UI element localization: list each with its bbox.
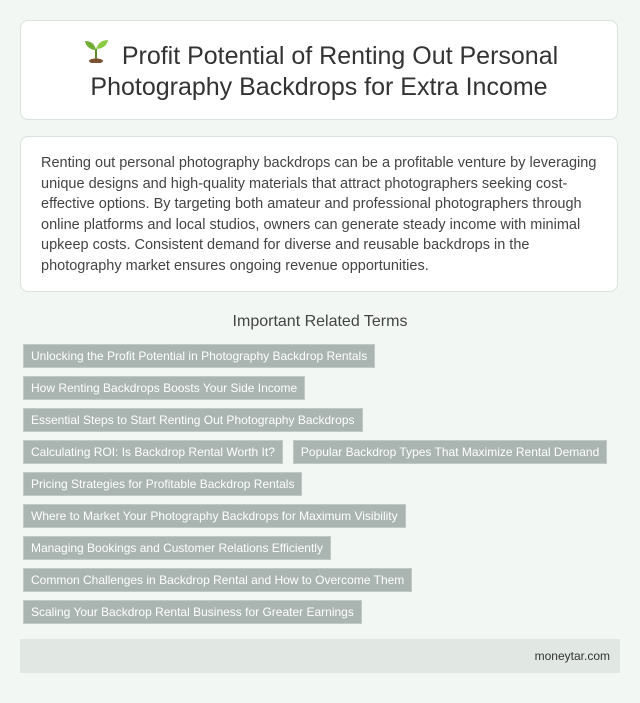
- related-term-link[interactable]: Popular Backdrop Types That Maximize Rental Demand: [293, 440, 607, 464]
- terms-row: [23, 536, 623, 560]
- related-term-link[interactable]: Common Challenges in Backdrop Rental and How to Overcome Them: [23, 568, 412, 592]
- terms-row: [23, 568, 623, 592]
- terms-row: [23, 440, 623, 464]
- related-terms-heading: Important Related Terms: [232, 313, 408, 330]
- terms-row: [23, 344, 623, 368]
- intro-paragraph: Renting out personal photography backdrops can be a profitable venture by leveraging unique designs and high-quality materials that attract photographers seeking cost-effective options. By targeting both amateur and professional photographers through online platforms and local studios, owners can generate steady income with minimal upkeep costs. Consistent demand for diverse and reusable backdrops in the photography market ensures ongoing revenue opportunities.: [41, 155, 597, 274]
- terms-row: [23, 472, 623, 496]
- page-title-text: Profit Potential of Renting Out Personal Photography Backdrops for Extra Income: [90, 42, 559, 101]
- page-title: [51, 37, 587, 103]
- related-term-link[interactable]: Essential Steps to Start Renting Out Photography Backdrops: [23, 408, 363, 432]
- intro-card: [20, 136, 618, 292]
- related-term-link[interactable]: Unlocking the Profit Potential in Photography Backdrop Rentals: [23, 344, 375, 368]
- related-term-link[interactable]: Pricing Strategies for Profitable Backdrop Rentals: [23, 472, 302, 496]
- related-term-link[interactable]: Where to Market Your Photography Backdrops for Maximum Visibility: [23, 504, 406, 528]
- footer-site-link[interactable]: moneytar.com: [534, 649, 610, 663]
- related-term-link[interactable]: Managing Bookings and Customer Relations Efficiently: [23, 536, 331, 560]
- related-term-link[interactable]: Scaling Your Backdrop Rental Business for Greater Earnings: [23, 600, 362, 624]
- related-terms-list: [23, 344, 623, 632]
- sprout-icon: [80, 37, 112, 71]
- related-term-link[interactable]: How Renting Backdrops Boosts Your Side Income: [23, 376, 305, 400]
- title-card: [20, 20, 618, 120]
- footer: [20, 639, 620, 673]
- terms-row: [23, 600, 623, 624]
- terms-row: [23, 376, 623, 400]
- terms-row: [23, 408, 623, 432]
- related-term-link[interactable]: Calculating ROI: Is Backdrop Rental Worth It?: [23, 440, 283, 464]
- terms-row: [23, 504, 623, 528]
